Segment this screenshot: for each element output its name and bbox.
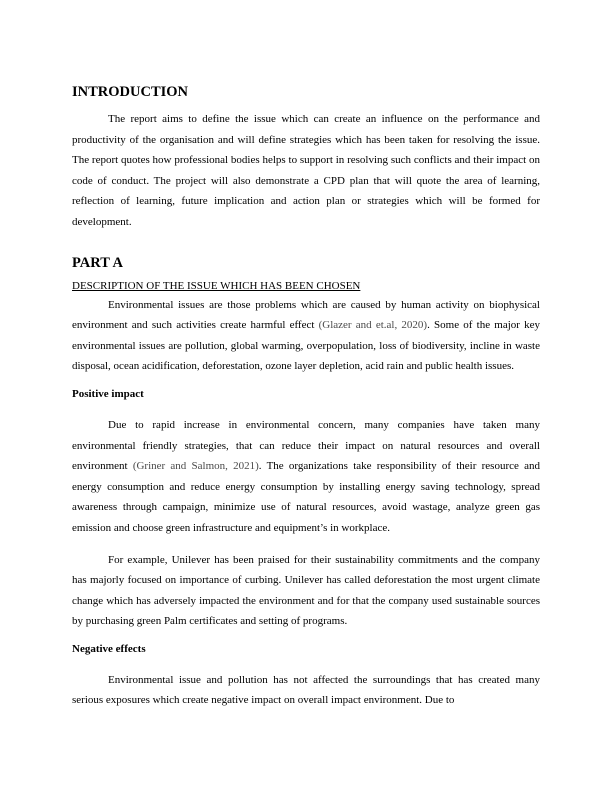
negative-effects-paragraph: Environmental issue and pollution has not affected the surroundings that has created many serious exposures which create negative impact on overall impact environment. Due to: [72, 673, 540, 707]
issue-description-heading: DESCRIPTION OF THE ISSUE WHICH HAS BEEN CHOSEN: [72, 279, 361, 292]
positive-impact-paragraph-2: For example, Unilever has been praised for their sustainability commitments and the company has majorly focused on importance of curbing. Unilever has called deforestation the most urgent climate change which has adversely impacted the environment and for that the company used sustainable sources by purchasing green Palm certificates and setting of programs.: [72, 553, 540, 628]
introduction-paragraph: The report aims to define the issue which can create an influence on the performance and productivity of the organisation and will define strategies which has been taken for resolving the issue. The report quotes how professional bodies helps to support in resolving such conflicts and their impact on code of conduct. The project will also demonstrate a CPD plan that will quote the area of learning, reflection of learning, future implication and action plan or strategies which will be formed for development.: [72, 113, 540, 228]
page-content: [72, 82, 540, 711]
negative-effects-heading: Negative effects: [72, 642, 146, 655]
positive-text-start: Due to rapid increase in environmental concern, many companies have taken many environmental friendly strategies, that can reduce their impact on natural resources and overall environment: [72, 418, 540, 473]
part-a-heading: PART A: [72, 254, 123, 271]
issue-description-paragraph: [72, 295, 540, 377]
positive-impact-heading: Positive impact: [72, 387, 144, 400]
issue-text-end: . Some of the major key environmental issues are pollution, global warming, overpopulation, loss of biodiversity, incline in waste disposal, ocean acidification, deforestation, ozone layer depletion, acid rain and public health issues.: [72, 319, 541, 373]
introduction-heading: INTRODUCTION: [72, 84, 189, 100]
positive-impact-paragraph-1: [72, 415, 540, 539]
citation-griner: (Griner and Salmon, 2021): [132, 460, 259, 473]
issue-text-start: Environmental issues are those problems which are caused by human activity on biophysical environment and such activities create harmful effect: [72, 298, 540, 332]
citation-glazer: (Glazer and et.al, 2020): [318, 319, 428, 332]
positive-text-end: . The organizations take responsibility of their resource and energy consumption and reduce energy consumption by installing energy saving technology, spread awareness through campaign, minimize use of natural resources, avoid wastage, analyze green gas emission and choose green infrastructure and equipment’s in workplace.: [72, 460, 540, 534]
